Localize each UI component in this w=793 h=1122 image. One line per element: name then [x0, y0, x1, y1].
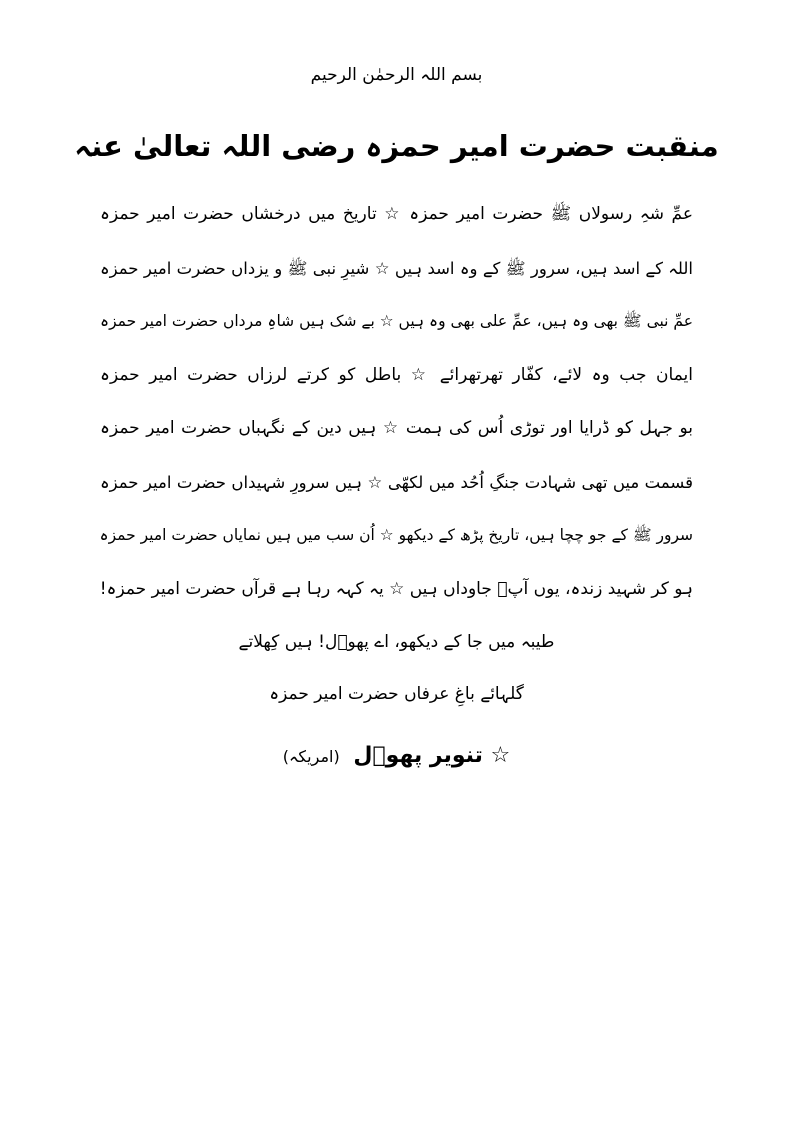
verse-line-4: ایمان جب وہ لائے، کفّار تھرتھرائے ☆ باطل کو کرتے لرزاں حضرت امیر حمزہ — [100, 364, 693, 385]
verse-line-9: طیبہ میں جا کے دیکھو، اے پھوؔل! ہیں کِھلاتے — [238, 632, 555, 652]
poem-verses — [100, 188, 693, 720]
poet-name: ☆ تنویر پھوؔل — [353, 743, 511, 768]
verse-line-10: گلہائے باغِ عرفاں حضرت امیر حمزہ — [269, 684, 524, 704]
poet-signature — [0, 736, 793, 777]
verse-line-6: قسمت میں تھی شہادت جنگِ اُحُد میں لکھّی ☆ ہیں سرورِ شہیداں حضرت امیر حمزہ — [100, 472, 693, 492]
poet-location: (امریکہ) — [282, 747, 340, 766]
poem-title: منقبت حضرت امیر حمزہ رضی اللہ تعالیٰ عنہ — [74, 129, 719, 163]
verse-line-5: بو جہل کو ڈرایا اور توڑی اُس کی ہمت ☆ ہیں دین کے نگہباں حضرت امیر حمزہ — [100, 418, 693, 438]
bismillah-heading: بسم اللہ الرحمٰن الرحیم — [310, 65, 483, 85]
verse-line-3: عمِّ نبی ﷺ بھی وہ ہیں، عمِّ علی بھی وہ ہیں ☆ بے شک ہیں شاہِ مرداں حضرت امیر حمزہ — [100, 312, 693, 330]
verse-line-2: اللہ کے اسد ہیں، سرور ﷺ کے وہ اسد ہیں ☆ شیرِ نبی ﷺ و یزداں حضرت امیر حمزہ — [100, 258, 693, 278]
verse-line-8: ہو کر شہید زندہ، یوں آپؓ جاوداں ہیں ☆ یہ کہہ رہا ہے قرآں حضرت امیر حمزہ! — [100, 578, 693, 599]
verse-line-7: سرور ﷺ کے جو چچا ہیں، تاریخ پڑھ کے دیکھو ☆ اُن سب میں ہیں نمایاں حضرت امیر حمزہ — [100, 526, 693, 544]
verse-line-1: عمِّ شہِ رسولاں ﷺ حضرت امیر حمزہ ☆ تاریخ میں درخشاں حضرت امیر حمزہ — [100, 204, 693, 224]
